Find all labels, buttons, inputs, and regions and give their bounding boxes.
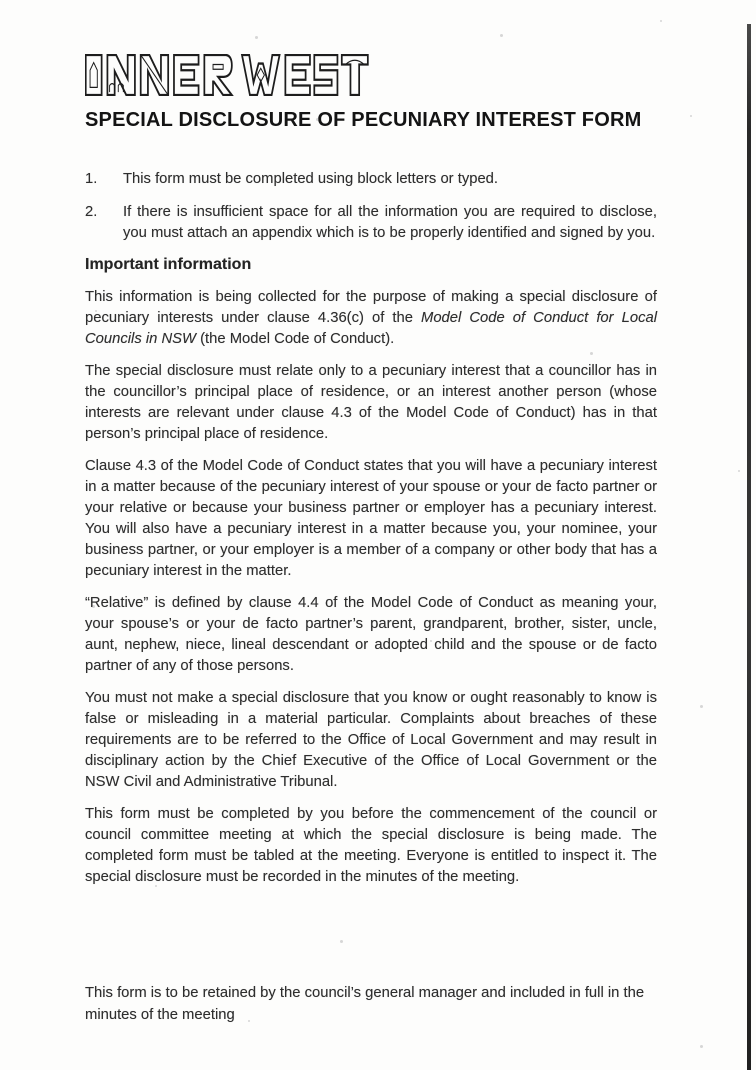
instruction-number: 2. xyxy=(85,204,98,220)
scan-speck xyxy=(738,470,740,472)
scan-speck xyxy=(316,118,319,121)
footer-note: This form is to be retained by the council’s general manager and included in full in the minutes of the meeting xyxy=(85,985,645,1023)
italic-citation: Model Code of Conduct for Local Councils in NSW xyxy=(85,310,658,347)
instruction-item xyxy=(85,202,657,244)
body-paragraph-relative-definition: “Relative” is defined by clause 4.4 of the Model Code of Conduct as meaning your, your spouse’s or your de facto partner’s parent, grandparent, brother, sister, uncle, aunt, nephew, niece, lineal descendant or adopted child and the spouse or de facto partner of any of those persons. xyxy=(85,595,657,674)
paragraph-text: (the Model Code of Conduct). xyxy=(196,331,395,347)
instruction-number: 1. xyxy=(85,171,98,187)
scan-artifact-line xyxy=(747,24,751,1070)
instruction-list xyxy=(85,169,657,244)
instruction-item xyxy=(85,169,657,190)
scan-speck xyxy=(155,885,157,887)
scan-speck xyxy=(255,36,258,39)
inner-west-logo xyxy=(85,54,370,96)
scan-speck xyxy=(500,34,503,37)
scan-speck xyxy=(95,310,97,312)
scan-speck xyxy=(700,1045,703,1048)
instruction-text: This form must be completed using block letters or typed. xyxy=(123,171,499,187)
body-paragraph-clause-4-3: Clause 4.3 of the Model Code of Conduct states that you will have a pecuniary interest in a matter because of the pecuniary interest of your spouse or your de facto partner or your relative or because your business partner or employer has a pecuniary interest. You will also have a pecuniary interest in a matter because you, your nominee, your business partner, or your employer is a member of a company or other body that has a pecuniary interest in the matter. xyxy=(85,458,657,579)
body-paragraph-collection-purpose xyxy=(85,287,657,350)
body-paragraph-completion-requirements: This form must be completed by you before the commencement of the council or council committee meeting at which the special disclosure is being made. The completed form must be tabled at the meeting. Everyone is entitled to inspect it. The special disclosure must be recorded in the minutes of the meeting. xyxy=(85,806,657,885)
scan-speck xyxy=(590,352,593,355)
page-title: SPECIAL DISCLOSURE OF PECUNIARY INTEREST FORM xyxy=(85,109,642,131)
scan-speck xyxy=(690,115,692,117)
inner-west-logo-glyphs xyxy=(85,54,370,96)
body-paragraph-special-disclosure-scope: The special disclosure must relate only to a pecuniary interest that a councillor has in the councillor’s principal place of residence, or an interest another person (whose interests are relevant under clause 4.3 of the Model Code of Conduct) has in that person’s principal place of residence. xyxy=(85,363,657,442)
paragraph-text: This information is being collected for the purpose of making a special disclosure of pecuniary interests under clause 4.36(c) of the xyxy=(85,289,657,326)
scan-speck xyxy=(248,1020,250,1022)
scan-speck xyxy=(92,605,95,608)
scan-speck xyxy=(340,940,343,943)
scan-speck xyxy=(430,640,432,642)
scan-speck xyxy=(700,705,703,708)
instruction-text: If there is insufficient space for all the information you are required to disclose, you must attach an appendix which is to be properly identified and signed by you. xyxy=(123,204,657,241)
scan-speck xyxy=(660,20,662,22)
section-heading: Important information xyxy=(85,256,252,273)
body-paragraph-false-disclosure-warning: You must not make a special disclosure that you know or ought reasonably to know is false or misleading in a material particular. Complaints about breaches of these requirements are to be referred to the Office of Local Government and may result in disciplinary action by the Chief Executive of the Office of Local Government or the NSW Civil and Administrative Tribunal. xyxy=(85,690,657,790)
